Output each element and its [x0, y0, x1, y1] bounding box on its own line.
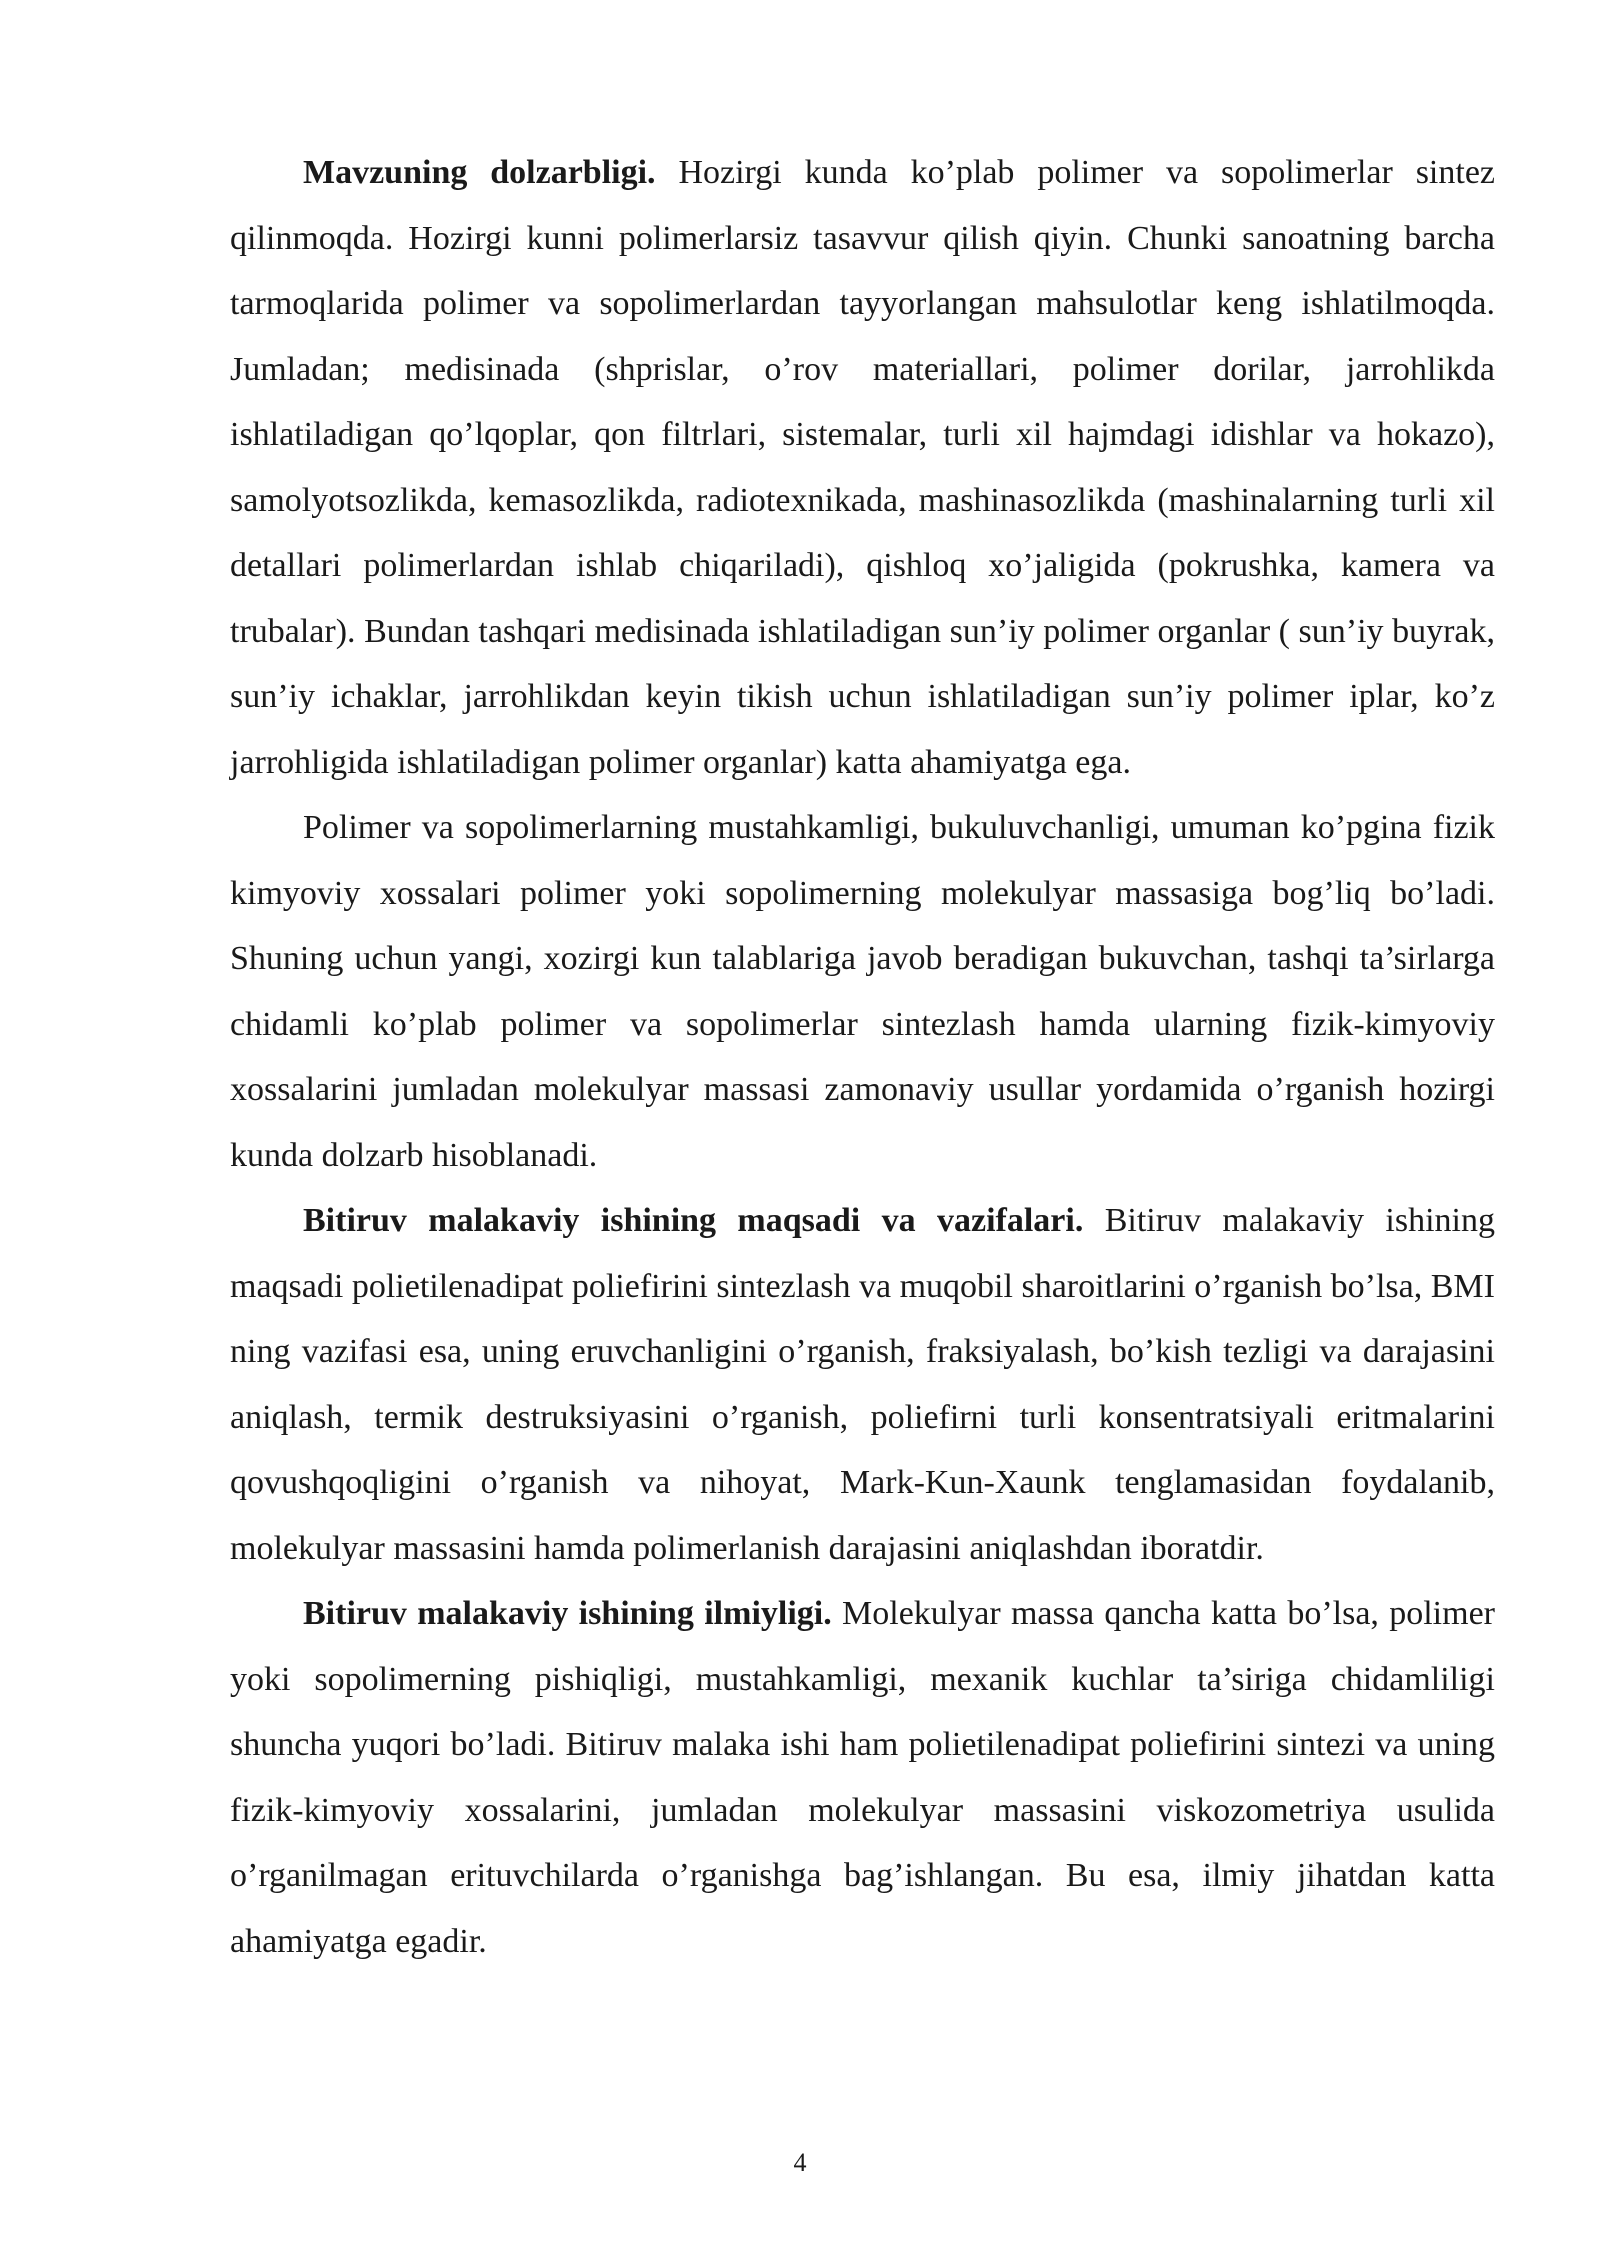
heading-relevance: Mavzuning dolzarbligi. — [303, 154, 656, 191]
paragraph-relevance-text: Hozirgi kunda ko’plab polimer va sopolimerlar sintez qilinmoqda. Hozirgi kunni polimerlarsiz tasavvur qilish qiyin. Chunki sanoatning barcha tarmoqlarida polimer va sopolimerlardan tayyorlangan mahsulotlar keng ishlatilmoqda. Jumladan; medisinada (shprislar, o’rov materiallari, polimer dorilar, jarrohlikda ishlatiladigan qo’lqoplar, qon filtrlari, sistemalar, turli xil hajmdagi idishlar va hokazo), samolyotsozlikda, kemasozlikda, radiotexnikada, mashinasozlikda (mashinalarning turli xil detallari polimerlardan ishlab chiqariladi), qishloq xo’jaligida (pokrushka, kamera va trubalar). Bundan tashqari medisinada ishlatiladigan sun’iy polimer organlar ( sun’iy buyrak, sun’iy ichaklar, jarrohlikdan keyin tikish uchun ishlatiladigan sun’iy polimer iplar, ko’z jarrohligida ishlatiladigan polimer organlar) katta ahamiyatga ega. — [230, 154, 1496, 781]
paragraph-properties-text: Polimer va sopolimerlarning mustahkamligi, bukuluvchanligi, umuman ko’pgina fizik kimyoviy xossalari polimer yoki sopolimerning molekulyar massasiga bog’liq bo’ladi. Shuning uchun yangi, xozirgi kun talablariga javob beradigan bukuvchan, tashqi ta’sirlarga chidamli ko’plab polimer va sopolimerlar sintezlash hamda ularning fizik-kimyoviy xossalarini jumladan molekulyar massasi zamonaviy usullar yordamida o’rganish hozirgi kunda dolzarb hisoblanadi. — [230, 809, 1495, 1174]
heading-scientific: Bitiruv malakaviy ishining ilmiyligi. — [303, 1595, 832, 1632]
page-number: 4 — [793, 2148, 807, 2177]
document-page — [230, 140, 1495, 1974]
paragraph-relevance — [230, 140, 1495, 795]
paragraph-scientific — [230, 1581, 1495, 1974]
heading-goals: Bitiruv malakaviy ishining maqsadi va vazifalari. — [303, 1202, 1084, 1239]
paragraph-properties — [230, 795, 1495, 1188]
paragraph-scientific-text: Molekulyar massa qancha katta bo’lsa, polimer yoki sopolimerning pishiqligi, mustahkamligi, mexanik kuchlar ta’siriga chidamliligi shuncha yuqori bo’ladi. Bitiruv malaka ishi ham polietilenadipat poliefirini sintezi va uning fizik-kimyoviy xossalarini, jumladan molekulyar massasini viskozometriya usulida o’rganilmagan erituvchilarda o’rganishga bag’ishlangan. Bu esa, ilmiy jihatdan katta ahamiyatga egadir. — [230, 1595, 1495, 1960]
paragraph-goals-text: Bitiruv malakaviy ishining maqsadi polietilenadipat poliefirini sintezlash va muqobil sharoitlarini o’rganish bo’lsa, BMI ning vazifasi esa, uning eruvchanligini o’rganish, fraksiyalash, bo’kish tezligi va darajasini aniqlash, termik destruksiyasini o’rganish, poliefirni turli konsentratsiyali eritmalarini qovushqoqligini o’rganish va nihoyat, Mark-Kun-Xaunk tenglamasidan foydalanib, molekulyar massasini hamda polimerlanish darajasini aniqlashdan iboratdir. — [230, 1202, 1495, 1567]
paragraph-goals — [230, 1188, 1495, 1581]
